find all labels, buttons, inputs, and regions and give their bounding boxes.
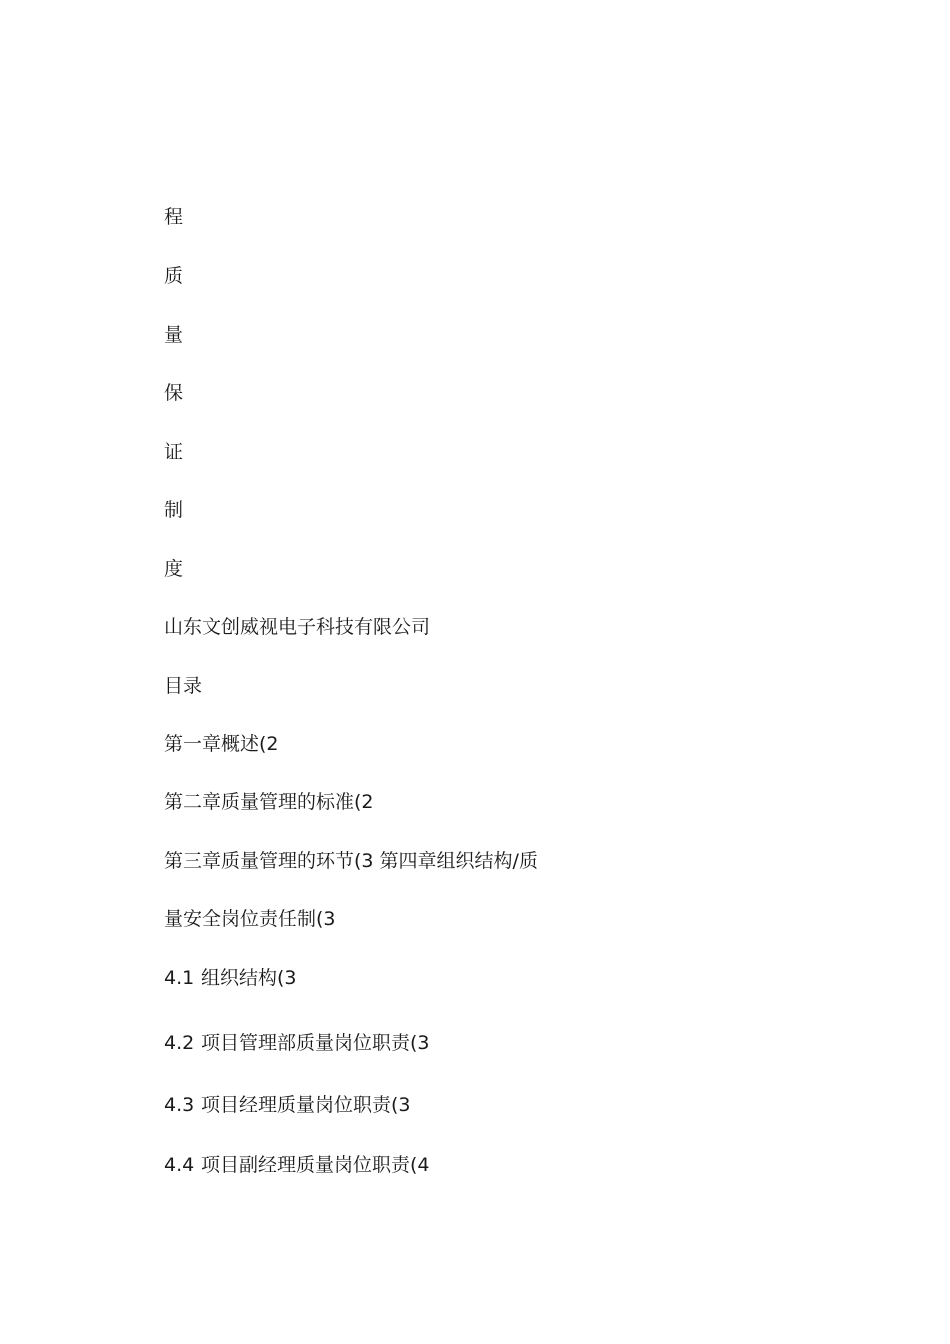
toc-item-chapter-4-cont: 量安全岗位责任制(3 [164, 908, 336, 930]
toc-subitem [164, 1093, 411, 1117]
toc-item-chapter-2: 第二章质量管理的标准(2 [164, 791, 374, 813]
toc-subitem-number: 4.4 [164, 1154, 195, 1176]
toc-subitem-number: 4.3 [164, 1094, 195, 1116]
toc-subitem [164, 1031, 430, 1055]
toc-subitem [164, 1153, 430, 1177]
title-char-7: 度 [164, 558, 184, 580]
toc-subitem-text: 组织结构(3 [201, 967, 297, 989]
title-char-4: 保 [164, 382, 184, 404]
title-char-1: 程 [164, 206, 184, 228]
toc-subitem-text: 项目经理质量岗位职责(3 [201, 1094, 411, 1116]
toc-item-chapter-3-4: 第三章质量管理的环节(3 第四章组织结构/质 [164, 850, 538, 872]
title-char-3: 量 [164, 324, 184, 346]
toc-subitem-text: 项目副经理质量岗位职责(4 [201, 1154, 430, 1176]
toc-subitem-number: 4.2 [164, 1032, 195, 1054]
toc-item-chapter-1: 第一章概述(2 [164, 733, 279, 755]
toc-subitem-number: 4.1 [164, 967, 195, 989]
title-char-5: 证 [164, 441, 184, 463]
title-char-6: 制 [164, 499, 184, 521]
company-name: 山东文创威视电子科技有限公司 [164, 616, 431, 638]
toc-subitem-text: 项目管理部质量岗位职责(3 [201, 1032, 430, 1054]
toc-subitem [164, 966, 297, 990]
toc-heading: 目录 [164, 675, 203, 697]
title-char-2: 质 [164, 265, 184, 287]
